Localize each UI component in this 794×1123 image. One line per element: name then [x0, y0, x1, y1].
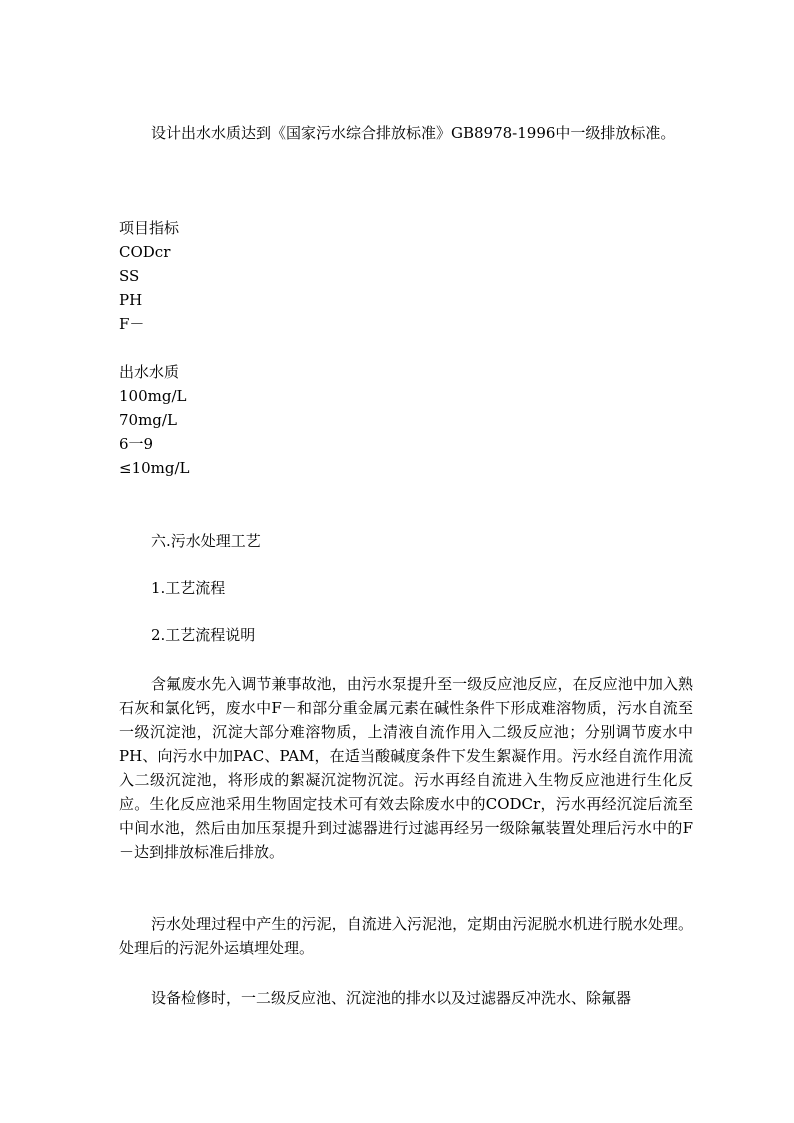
table-item-ph: PH [119, 291, 143, 309]
section-title: 六.污水处理工艺 [151, 532, 261, 550]
table-value-ph: 6一9 [119, 435, 154, 453]
process-paragraph: 含氟废水先入调节兼事故池，由污水泵提升至一级反应池反应，在反应池中加入熟石灰和氯化钙，废水中F－和部分重金属元素在碱性条件下形成难溶物质，污水自流至一级沉淀池，沉淀大部分难溶物质，上清液自流作用入二级反应池；分别调节废水中PH、向污水中加PAC、PAM，在适当酸碱度条件下发生絮凝作用。污水经自流作用流入二级沉淀池，将形成的絮凝沉淀物沉淀。污水再经自流进入生物反应池进行生化反应。生化反应池采用生物固定技术可有效去除废水中的CODCr，污水再经沉淀后流至中间水池，然后由加压泵提升到过滤器进行过滤再经另一级除氟装置处理后污水中的F－达到排放标准后排放。 [119, 675, 693, 861]
subsection-process-flow: 1.工艺流程 [151, 579, 226, 597]
standard-paragraph: 设计出水水质达到《国家污水综合排放标准》GB8978-1996中一级排放标准。 [151, 124, 676, 142]
sludge-paragraph: 污水处理过程中产生的污泥，自流进入污泥池，定期由污泥脱水机进行脱水处理。处理后的污泥外运填埋处理。 [119, 915, 693, 957]
table-header-item: 项目指标 [119, 219, 180, 237]
table-value-ss: 70mg/L [119, 411, 177, 429]
table-item-ss: SS [119, 267, 140, 285]
table-item-codcr: CODcr [119, 243, 171, 261]
table-value-f: ≤10mg/L [119, 459, 190, 477]
table-header-quality: 出水水质 [119, 363, 180, 381]
maintenance-paragraph: 设备检修时，一二级反应池、沉淀池的排水以及过滤器反冲洗水、除氟器 [151, 989, 632, 1007]
table-item-f: F－ [119, 315, 145, 333]
table-value-codcr: 100mg/L [119, 387, 187, 405]
subsection-process-description: 2.工艺流程说明 [151, 626, 256, 644]
